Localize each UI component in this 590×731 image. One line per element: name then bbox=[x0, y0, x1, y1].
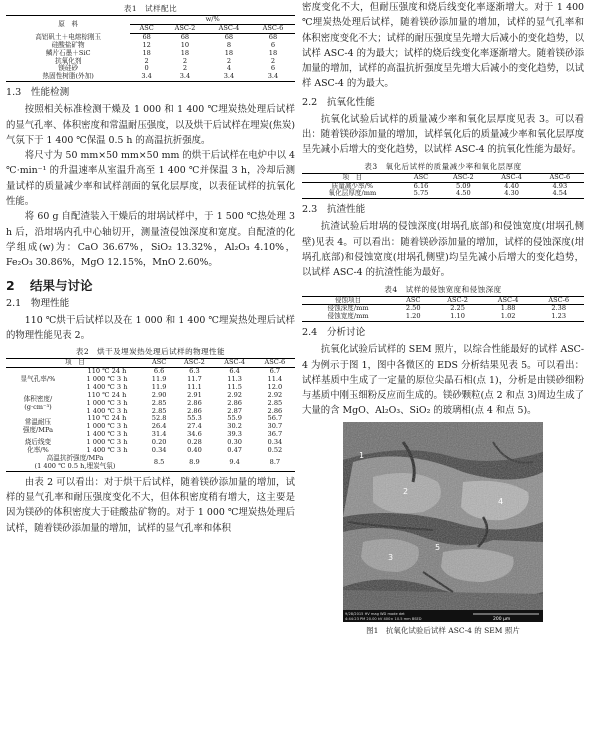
scale-label: 200 μm bbox=[493, 616, 511, 622]
paragraph: 将尺寸为 50 mm×50 mm×50 mm 的烘干后试样在电炉中以 4 ℃·min⁻¹ 的升温速率从室温升高至 1 400 ℃并保温 3 h，冷却后测量试样的质量减少率和试样剖面的氧化层厚度，以表征试样的抗氧化性能。 bbox=[6, 150, 295, 208]
sem-info-line-1: 9/28/2015 HV mag WD mode det bbox=[345, 611, 405, 616]
table-cell: 0.34 bbox=[151, 446, 167, 455]
table-cell: 2 bbox=[182, 56, 188, 65]
table-row bbox=[302, 313, 584, 321]
table-cell: 110 ℃ 24 h bbox=[87, 414, 127, 423]
table-cell: 高铝矾土＋电熔棕刚玉 bbox=[35, 32, 102, 41]
table-cell: 6.6 bbox=[153, 367, 165, 376]
table-cell: 12.0 bbox=[267, 382, 283, 391]
section-2-2-heading: 2.2 抗氧化性能 bbox=[302, 96, 375, 108]
table-cell: 2.90 bbox=[151, 390, 167, 399]
table-row bbox=[6, 368, 295, 376]
point-label: 3 bbox=[388, 552, 394, 562]
table-cell: 2.87 bbox=[227, 406, 242, 415]
table-cell: 0.34 bbox=[267, 438, 283, 447]
table-cell: 2.85 bbox=[151, 406, 167, 415]
table3-col: ASC bbox=[403, 173, 439, 182]
table-cell: 0.52 bbox=[267, 446, 283, 455]
section-2-3-heading: 2.3 抗渣性能 bbox=[302, 204, 366, 216]
table2-header-item: 项 目 bbox=[6, 359, 144, 368]
table-cell: 34.6 bbox=[187, 430, 202, 439]
table-cell: 0.40 bbox=[187, 446, 202, 455]
table1-body bbox=[6, 33, 295, 81]
table4-col: ASC bbox=[394, 296, 432, 305]
table-row bbox=[6, 50, 295, 58]
table3 bbox=[302, 173, 584, 200]
table-cell: 30.7 bbox=[267, 422, 283, 431]
table-cell: 2.86 bbox=[187, 398, 202, 407]
table4-title: 表4 试样的侵蚀宽度和侵蚀深度 bbox=[384, 284, 502, 294]
group-label-line: 化率/% bbox=[27, 446, 49, 455]
paragraph: 将 60 g 自配渣装入干燥后的坩埚试样中，于 1 500 ℃热处理 3 h 后，沿坩埚内孔中心轴切开，测量渣侵蚀深度和宽度。自配渣的化学组成(w)为：CaO 36.67%，SiO₂ 13.32%，Al₂O₃ 4.10%，Fe₂O₃ 30.86%，MgO 12.15%，MnO 2.60%。 bbox=[6, 211, 295, 269]
table3-body bbox=[302, 182, 584, 199]
table2-title: 表2 烘干及埋炭热处理后试样的物理性能 bbox=[75, 347, 226, 357]
table-cell: 6 bbox=[270, 40, 276, 49]
group-label-line: 显气孔率/% bbox=[20, 374, 56, 383]
table-cell: 2.92 bbox=[267, 390, 283, 399]
paragraph: 由表 2 可以看出：对于烘干后试样，随着镁砂添加量的增加，试样的显气孔率和耐压强度变化不大，但体积密度稍有增大，这主要是因为镁砂的体积密度大于硅酸盐矿物的。对于 1 000 ℃埋炭热处理后试样，随着镁砂添加量的增加，试样的显气孔率和体积 bbox=[6, 476, 295, 534]
table-cell: 6.7 bbox=[269, 367, 281, 376]
table-cell: 4.30 bbox=[487, 190, 535, 198]
paragraph: 密度变化不大，但耐压强度和烧后线变化率逐渐增大。对于 1 400 ℃埋炭热处理后试样，随着镁砂添加量的增加，试样的显气孔率和体积密度变化不大；试样的耐压强度呈先增大后减小的变化趋势，以试样 ASC-4 的为最大；试样的烧后线变化率逐渐增大。随着镁砂添加量的增加，试样的高温抗折强度呈先增大后减小的变化趋势，以试样 ASC-4 的为最大。 bbox=[302, 2, 584, 90]
table-cell: 质量减少率/% bbox=[331, 181, 374, 190]
table2-body bbox=[6, 368, 295, 472]
table-cell: 26.4 bbox=[151, 422, 167, 431]
table-group-label bbox=[6, 415, 70, 439]
table3-col: ASC-4 bbox=[487, 173, 535, 182]
section-2-1-heading: 2.1 物理性能 bbox=[6, 297, 70, 309]
table-cell: 2 bbox=[226, 56, 232, 65]
group-label-line: 体积密度/ bbox=[23, 394, 53, 403]
table-cell: 0.28 bbox=[187, 438, 202, 447]
table4-col: ASC-4 bbox=[483, 296, 534, 305]
table-cell: 18 bbox=[268, 48, 278, 57]
table-cell: 31.4 bbox=[151, 430, 167, 439]
table-cell: 2.91 bbox=[187, 390, 202, 399]
sem-figure bbox=[343, 422, 543, 622]
table-cell: 1.88 bbox=[500, 304, 516, 313]
table-cell: 1 000 ℃ 3 h bbox=[86, 398, 128, 407]
table-cell: 1.02 bbox=[483, 313, 534, 321]
table-cell: 1.23 bbox=[533, 313, 584, 321]
table-cell: 2.86 bbox=[227, 398, 242, 407]
table-cell: 8.7 bbox=[255, 455, 295, 471]
group-label-line: (g·cm⁻³) bbox=[24, 402, 52, 411]
table-cell: 1 400 ℃ 3 h bbox=[86, 382, 128, 391]
table-cell: 0.47 bbox=[227, 446, 242, 455]
table-cell: 68 bbox=[268, 32, 278, 41]
paragraph: 110 ℃烘干后试样以及在 1 000 和 1 400 ℃埋炭热处理后试样的物理性能见表 2。 bbox=[6, 314, 295, 341]
table-cell: 36.7 bbox=[267, 430, 283, 439]
table-cell: 5.75 bbox=[403, 190, 439, 198]
table-cell: 6.4 bbox=[229, 367, 240, 376]
table-cell: 2.86 bbox=[267, 406, 283, 415]
table-cell: 11.4 bbox=[267, 374, 283, 383]
left-column bbox=[6, 0, 295, 536]
point-label: 1 bbox=[359, 450, 365, 460]
paragraph: 按照相关标准检测干燥及 1 000 和 1 400 ℃埋炭热处理后试样的显气孔率、体积密度和常温耐压强度，以及烘干后试样在埋炭(焦炭)气氛下于 1 400 ℃保温 0.5 h 的高温抗折强度。 bbox=[6, 104, 295, 146]
paragraph: 抗氧化试验后试样的 SEM 照片，以综合性能最好的试样 ASC-4 为例示于图 1，图中各微区的 EDS 分析结果见表 5。可以看出：试样基质中生成了一定量的原位尖晶石相(点 1)，分析是由镁砂细粉与基质中刚玉细粉反应而生成的。镁砂颗粒(点 2 和点 3)周边生成了大量的含 MgO、Al₂O₃、SiO₂ 的玻璃相(点 4 和点 5)。 bbox=[302, 344, 584, 417]
table1-col: ASC-2 bbox=[163, 24, 207, 33]
table-cell: 30.2 bbox=[227, 422, 242, 431]
table-cell: 2.38 bbox=[551, 304, 567, 313]
table-cell: 2 bbox=[144, 56, 149, 65]
table-cell: 11.5 bbox=[227, 382, 242, 391]
group-label-line: 烧后线变 bbox=[24, 438, 52, 447]
table-cell: 1 000 ℃ 3 h bbox=[86, 438, 128, 447]
table-cell: 27.4 bbox=[187, 422, 202, 431]
table-cell: 52.8 bbox=[151, 414, 167, 423]
table-cell: 3.4 bbox=[251, 73, 295, 81]
table-cell: 110 ℃ 24 h bbox=[87, 367, 127, 376]
table-cell: 1 400 ℃ 3 h bbox=[86, 430, 128, 439]
table-cell: 110 ℃ 24 h bbox=[87, 390, 127, 399]
table2-col: ASC-4 bbox=[215, 359, 255, 368]
table-cell: 2.85 bbox=[267, 398, 283, 407]
table2-col: ASC bbox=[144, 359, 174, 368]
point-label: 4 bbox=[498, 496, 504, 506]
table-cell: 0.20 bbox=[151, 438, 167, 447]
section-2-heading bbox=[6, 277, 295, 295]
table-cell: 1.20 bbox=[394, 313, 432, 321]
table-cell: 3.4 bbox=[207, 73, 251, 81]
table4-col: ASC-6 bbox=[533, 296, 584, 305]
sem-info-line-2: 4:44:23 PM 20.00 kV 400× 10.5 mm BSED bbox=[345, 616, 422, 621]
section-2-title: 结果与讨论 bbox=[30, 277, 93, 293]
table-cell: 2.50 bbox=[405, 304, 421, 313]
table-cell: 2 bbox=[182, 64, 188, 73]
table-cell: 5.09 bbox=[456, 181, 471, 190]
table-cell: 8.5 bbox=[144, 455, 174, 471]
group-label-line: (1 400 ℃ 0.5 h,埋炭气氛) bbox=[34, 461, 116, 470]
table-cell: 硅酸盐矿物 bbox=[51, 40, 85, 49]
table1-col: ASC-4 bbox=[207, 24, 251, 33]
table-cell: 侵蚀宽度/mm bbox=[302, 313, 394, 321]
right-column bbox=[302, 0, 584, 636]
table-group-label bbox=[6, 368, 70, 392]
table1 bbox=[6, 15, 295, 82]
table-cell: 1 000 ℃ 3 h bbox=[86, 374, 128, 383]
group-label-line: 常温耐压 bbox=[24, 418, 52, 427]
table-cell: 10 bbox=[180, 40, 190, 49]
section-1-3-heading: 1.3 性能检测 bbox=[6, 87, 70, 99]
table-cell: 3.4 bbox=[130, 73, 163, 81]
table-cell: 2.92 bbox=[227, 390, 242, 399]
table-cell: 热固性树脂(外加) bbox=[6, 73, 130, 81]
table-row bbox=[6, 439, 295, 447]
table-cell: 侵蚀深度/mm bbox=[327, 304, 369, 313]
sem-micrograph bbox=[343, 422, 543, 622]
table-cell: 18 bbox=[142, 48, 151, 57]
table-cell: 2 bbox=[270, 56, 276, 65]
table-cell: 2.85 bbox=[151, 398, 167, 407]
table-row bbox=[6, 73, 295, 81]
table-cell: 1 400 ℃ 3 h bbox=[86, 446, 128, 455]
table1-col: ASC-6 bbox=[251, 24, 295, 33]
table-cell: 3.4 bbox=[163, 73, 207, 81]
table-row bbox=[6, 392, 295, 400]
table-cell: 4.54 bbox=[536, 190, 584, 198]
table-cell: 68 bbox=[142, 32, 151, 41]
table-row bbox=[6, 58, 295, 66]
table-cell: 4.93 bbox=[552, 181, 568, 190]
table-cell: 镁硅砂 bbox=[58, 64, 79, 73]
table1-header-name: 原 料 bbox=[6, 16, 130, 34]
table4-header-item: 侵蚀项目 bbox=[302, 296, 394, 305]
table2-col: ASC-2 bbox=[174, 359, 214, 368]
table-cell: 18 bbox=[180, 48, 190, 57]
table-cell: 1 400 ℃ 3 h bbox=[86, 406, 128, 415]
section-2-4-heading: 2.4 分析讨论 bbox=[302, 327, 366, 339]
table-row bbox=[302, 190, 584, 198]
table1-header-unit: w/% bbox=[130, 16, 295, 25]
figure-caption: 图1 抗氧化试验后试样 ASC-4 的 SEM 照片 bbox=[366, 625, 520, 635]
table-cell: 8 bbox=[226, 40, 232, 49]
table-cell: 68 bbox=[224, 32, 234, 41]
table-cell: 0.30 bbox=[227, 438, 242, 447]
table-cell: 39.3 bbox=[227, 430, 242, 439]
table-cell: 抗氧化剂 bbox=[54, 56, 82, 65]
group-label-line: 强度/MPa bbox=[22, 426, 54, 435]
table4-body bbox=[302, 305, 584, 322]
table4-col: ASC-2 bbox=[432, 296, 483, 305]
table-cell: 11.7 bbox=[187, 374, 202, 383]
table-cell: 56.7 bbox=[267, 414, 283, 423]
table3-col: ASC-2 bbox=[439, 173, 487, 182]
table3-col: ASC-6 bbox=[536, 173, 584, 182]
table3-header-item: 项 目 bbox=[302, 173, 403, 182]
group-label-line: 高温抗折强度/MPa bbox=[46, 453, 104, 462]
section-2-number: 2 bbox=[6, 277, 15, 293]
table-cell: 6.3 bbox=[189, 367, 200, 376]
table-cell: 1 000 ℃ 3 h bbox=[86, 422, 128, 431]
table-cell: 氧化层厚度/mm bbox=[302, 190, 403, 198]
table3-title: 表3 氧化后试样的质量减少率和氧化层厚度 bbox=[364, 161, 522, 171]
table-cell: 9.4 bbox=[215, 455, 255, 471]
table-cell: 55.3 bbox=[187, 414, 202, 423]
paragraph: 抗渣试验后坩埚的侵蚀深度(坩埚孔底部)和侵蚀宽度(坩埚孔侧壁)见表 4。可以看出：随着镁砂添加量的增加，试样的侵蚀深度(坩埚孔底部)和侵蚀宽度(坩埚孔侧壁)均呈先减小后增大的变化趋势，以试样 ASC-4 的抗渣性能为最好。 bbox=[302, 221, 584, 279]
table-group-label bbox=[6, 392, 70, 416]
point-label: 2 bbox=[403, 486, 409, 496]
table-cell: 12 bbox=[142, 40, 151, 49]
table2-col: ASC-6 bbox=[255, 359, 295, 368]
table-cell: 8.9 bbox=[174, 455, 214, 471]
table-cell: 鳞片石墨＋SiC bbox=[45, 48, 91, 57]
table-cell: 4.50 bbox=[439, 190, 487, 198]
table4 bbox=[302, 296, 584, 323]
table-cell: 11.9 bbox=[151, 374, 167, 383]
table-cell: 6 bbox=[270, 64, 276, 73]
table1-col: ASC bbox=[130, 24, 163, 33]
table-cell: 55.9 bbox=[227, 414, 242, 423]
table-cell: 4.40 bbox=[504, 181, 519, 190]
table-cell: 68 bbox=[180, 32, 190, 41]
table2 bbox=[6, 358, 295, 472]
point-label: 5 bbox=[435, 542, 441, 552]
table-cell: 2.86 bbox=[187, 406, 202, 415]
paragraph: 抗氧化试验后试样的质量减少率和氧化层厚度见表 3。可以看出：随着镁砂添加量的增加，试样氧化后的质量减少率和氧化层厚度呈先减小后增大的变化趋势，以试样 ASC-4 的抗氧化性能为最好。 bbox=[302, 113, 584, 156]
table-cell: 4 bbox=[226, 64, 232, 73]
table-cell: 6.16 bbox=[413, 181, 429, 190]
table-group-label bbox=[6, 455, 144, 471]
table-cell: 0 bbox=[144, 64, 149, 73]
table-group-label bbox=[6, 439, 70, 455]
table-cell: 11.3 bbox=[227, 374, 242, 383]
table-row bbox=[6, 415, 295, 423]
table-cell: 2.25 bbox=[450, 304, 465, 313]
table-row bbox=[6, 455, 295, 471]
table-cell: 11.1 bbox=[187, 382, 202, 391]
table-cell: 11.9 bbox=[151, 382, 167, 391]
table-cell: 18 bbox=[224, 48, 234, 57]
table-cell: 1.10 bbox=[432, 313, 483, 321]
table1-title: 表1 试样配比 bbox=[123, 4, 178, 13]
